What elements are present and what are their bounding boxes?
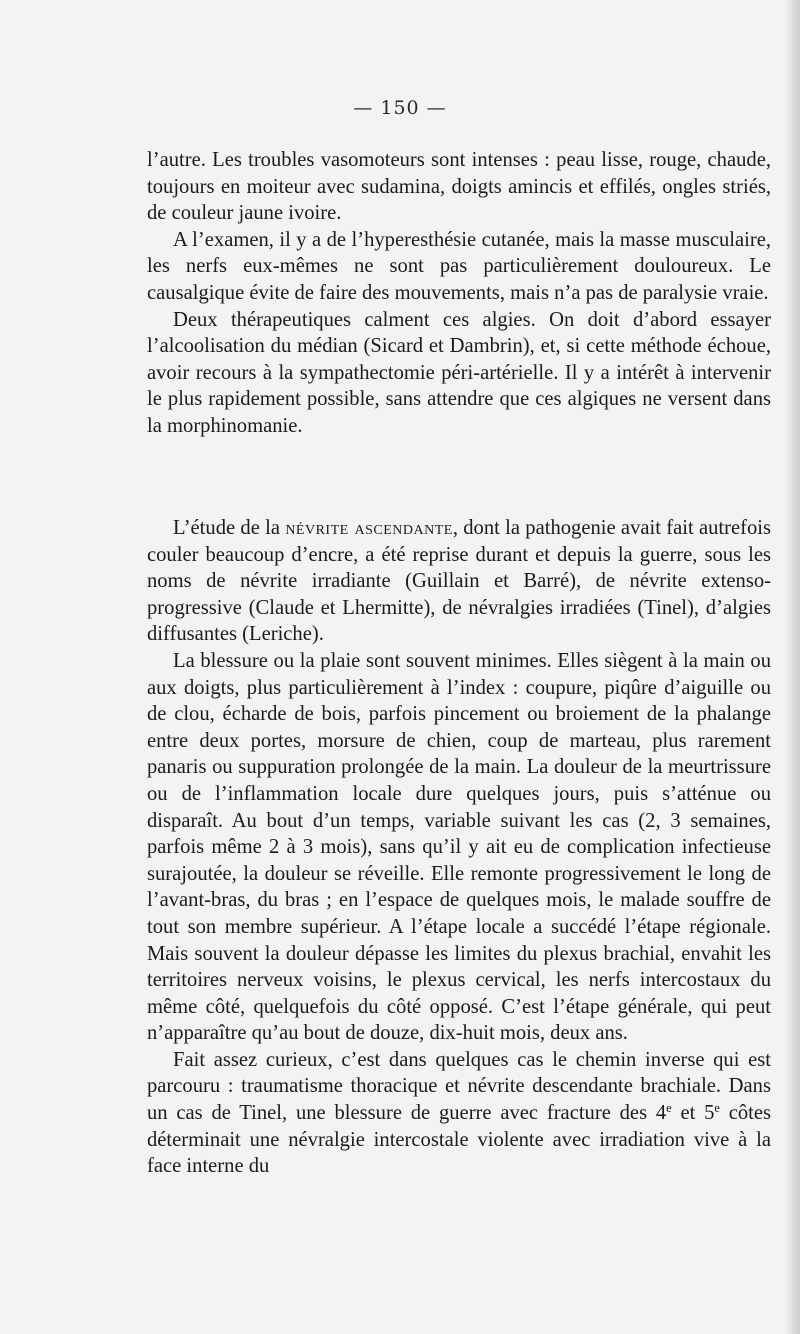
paragraph-nevrite-ascendante (147, 515, 771, 648)
paragraph-continuation: l’autre. Les troubles vasomoteurs sont intenses : peau lisse, rouge, chaude, toujours en moiteur avec sudamina, doigts amincis et effilés, ongles striés, de couleur jaune ivoire. (147, 149, 771, 225)
paragraph-text: L’étude de la (173, 517, 286, 539)
paragraph-text: Fait assez curieux, c’est dans quelques cas le chemin inverse qui est parcouru : traumatisme thoracique et névrite descendante brachiale. Dans un cas de Tinel, une blessure de guerre avec fracture des 4 (147, 1048, 771, 1125)
superscript: e (666, 1101, 672, 1116)
text-block-bottom (147, 515, 771, 1180)
paragraph-therapeutiques: Deux thérapeutiques calment ces algies. On doit d’abord essayer l’alcoolisation du médian (Sicard et Dambrin), et, si cette méthode échoue, avoir recours à la sympathectomie péri-artérielle. Il y a intérêt à intervenir le plus rapidement possible, sans attendre que ces algiques ne versent dans la morphinomanie. (147, 308, 771, 437)
paragraph-examen: A l’examen, il y a de l’hyperesthésie cutanée, mais la masse musculaire, les nerfs eux-mêmes ne sont pas particulièrement douloureux. Le causalgique évite de faire des mouvements, mais n’a pas de paralysie vraie. (147, 228, 771, 304)
section-term: névrite ascendante (285, 517, 453, 539)
paragraph-text: côtes déterminait une névralgie intercostale violente avec irradiation vive à la face interne du (147, 1102, 772, 1178)
superscript: e (714, 1101, 720, 1116)
paragraph-text: et 5 (671, 1102, 715, 1125)
page-edge-shadow (784, 0, 800, 1334)
text-block-top (147, 147, 771, 440)
paragraph-blessure: La blessure ou la plaie sont souvent minimes. Elles siègent à la main ou aux doigts, plus particulièrement à l’index : coupure, piqûre d’aiguille ou de clou, écharde de bois, parfois pincement ou broiement de la phalange entre deux portes, morsure de chien, coup de marteau, plus rarement panaris ou suppuration prolongée de la main. La douleur de la meurtrissure ou de l’inflammation locale dure quelques jours, puis s’atténue ou disparaît. Au bout d’un temps, variable suivant les cas (2, 3 semaines, parfois même 2 à 3 mois), sans qu’il y ait eu de complication infectieuse surajoutée, la douleur se réveille. Elle remonte progressivement le long de l’avant-bras, du bras ; en l’espace de quelques mois, le malade souffre de tout son membre supérieur. A l’étape locale a succédé l’étape régionale. Mais souvent la douleur dépasse les limites du plexus brachial, envahit les territoires nerveux voisins, le plexus cervical, les nerfs intercostaux du même côté, quelquefois du côté opposé. C’est l’étape générale, qui peut n’apparaître qu’au bout de douze, dix-huit mois, deux ans. (147, 649, 771, 1045)
paragraph-chemin-inverse (147, 1047, 771, 1180)
page-number: — 150 — (353, 97, 447, 119)
paragraph-text: , dont la pathogenie avait fait autrefois couler beaucoup d’encre, a été reprise durant et depuis la guerre, sous les noms de névrite irradiante (Guillain et Barré), de névrite extenso-progressive (Claude et Lhermitte), de névralgies irradiées (Tinel), d’algies diffusantes (Leriche). (147, 517, 772, 646)
